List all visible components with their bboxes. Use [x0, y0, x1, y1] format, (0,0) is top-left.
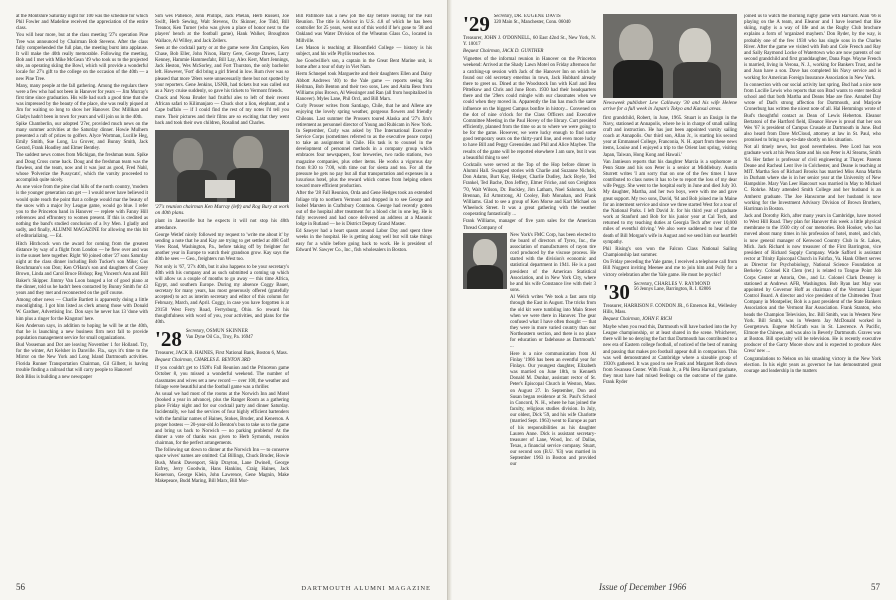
bequest-chairman-30: Bequest Chairman, JOHN F. RICH [603, 316, 672, 322]
gutter-shadow [449, 0, 452, 600]
secretary-name-29: DR. EUGENE DAVIS [514, 14, 561, 19]
page-number-left: 56 [16, 582, 25, 592]
column-paragraph: Joe Goodwillie's son, a captain in the Great Bent Marine unit, is home after a tour of duty in Viet Nam. [296, 59, 432, 71]
column-paragraph: New York's FMC Corp, has been elected to the board of directors of Tyrex, Inc., the association of manufacturers of rayon tire cord produced by the viscose process. He started with the division's economic and statistical department in 1941. He is a past president of the American Statistical Association, and in New York City, where he and his wife Constance live with their 3 sons. [510, 232, 596, 294]
column-paragraph: Many, many people at the fall gathering. Among the regulars there were a few who had not been in Hanover for years — Jim Murray's first time since graduation. His wife had such a good time that she was impressed by the beauty of the place, she was really piqued at Jim for waiting so long to show her Hanover. Doc Millikan and Gladys hadn't been in town for years and will join us in the 40th. [16, 83, 148, 120]
column-paragraph: Sim wes Patience, John Phillips, Jack Phelan, Herb Russell, Joe Swift, Herb Sewing, Walt Stevens, Ox Skinner, Joe Tidd, Bill Treanor, Ken Turner (who was given a place of honor next to the players' bench at the football game), Hank Walker, Broughton Wallace, Al Willey, and Jack Zellers. [155, 14, 289, 44]
column-paragraph: Bill Pafimore has a new job the day before leaving for the Fall Reunion. The title is Advisor in U.S. 4.8 of which he has been controller for 25 years, went out of this world if he's gone to '38 and Oakland was Water Division of the Wheaton Glass Co., located in Millville. [296, 14, 432, 44]
column-paragraph: first grandchild, Robert, in June, 1965. Stuart is an Ensign in the Navy, stationed at Annapolis, where he is in charge of small sailing craft and instruction. He has just been appointed varsity sailing coach at Annapolis. Our third son, Allan Jr., is starting his second year at Emmanuel College, Franconia, N. H. apart from these news items, Louise and I enjoyed a trip to the Orient last spring, visiting Japan, Taiwan, Hong Kong and Hawaii.' [603, 115, 737, 158]
column-paragraph: As usual we had most of the rooms at the Norwich Inn and Motel (booked a year in advance), plus the Ranger Room as a gathering place Friday night and for our cocktail party and dinner Saturday. Incidentally, we had the services of four highly efficient bartenders with the familiar names of Haines, Stokes, Bruder, and Kenerson. A proper hostess — 20-year-old Jo Benton's bus to take us to the game and bring us back to Norwich — no parking problems! At the dinner a vote of thanks was given to Herb Symonds, reunion chairman, for the perfect arrangements. [155, 391, 289, 447]
column-paragraph: On Friday preceding the Yale game, I received a telephone call from Bill Nuggent inviting Meenee and me to join him and Polly for a victory celebration after the Yale game. He must be psychic! [603, 260, 737, 278]
column-paragraph: In connection with our social activity last spring, Bud had a nice note from Lucille Lewis who reports that son Brad wants to enter medical school and that both Martha and Deans Mae are fine. Annabel Day wrote of Dad's strong affection for Dartmouth, and Marjorie Cronerburg has written the nicest note of all. Hal Hemmings wrote of Bud's thoughtful contact as Dean of Lewis Heberton. Eleanor Bertatoni of the Hartford field, Eleanor Howe is proud that her son Wes '67 is president of Campus Crusade at Dartmouth in June. Bud also heard from Dave McCloud, attorney at law in St. Paul, who promised to bring us up-to-date shortly on his situation. [744, 82, 881, 144]
class-29-header [463, 14, 596, 34]
photo-caption-27: '27's reunion chairman Ken Murray (left) and Rog Bury at work on 40th plans. [155, 203, 289, 217]
column-paragraph: Chuck and Nona Bruder had fruitful ales to left of their recent African safari to Kilimanjaro — Chuck shot a lion, elephant, and a Cape buffalo — if I could find the rest of my notes I'd tell you more. Their pictures and their films are so exciting that they went back and took their own children, Rosalind and Charles. [155, 96, 289, 126]
column-paragraph: Maybe when you read this, Dartmouth will have backed into the Ivy League championship, or at least shared in the scene. Whichever, there will be no denying the fact that Dartmouth has contributed to a new era of Eastern college football, of noticed of the best of running and passing that makes pro football appear dull in comparison. This was well demonstrated at Cambridge where a sizeable group of 1930's gathered. It was good to see Frank and Margaret Roth down from Swansea Center. With Frank Jr., a Phi Beta Harvard graduate, they must have had mixed feelings on the outcome of the game. Frank Ryder [603, 324, 737, 386]
column-paragraph: plant in Janesville but he expects it will not stop his 40th attendance. [155, 219, 289, 231]
secretary-title-30: Secretary, [633, 281, 653, 287]
column-paragraph: If you couldn't get to 1928's Fall Reunion and the Princeton game October 8, you missed a wonderful weekend. The number of classmates and wives set a new record — over 100, the weather and foliage were beautiful and the football game was a thriller. [155, 366, 289, 390]
secretary-address-29: 320 Main St., Manchester, Conn. 06040 [493, 19, 571, 25]
class-year-29: '29 [463, 14, 490, 36]
treasurer-28: Treasurer, JACK B. HAINES, First National Bank, Boston 6, Mass. [155, 351, 288, 357]
column-paragraph: Frank Williams, manager of five yarn sales for the American Thread Company of [463, 219, 596, 231]
bequest-chairman-28: Bequest Chairman, CHARLES E. BENTON 3RD [155, 358, 251, 364]
secretary-name-30: CHARLES V. RAYMOND [654, 281, 711, 287]
column-paragraph: Vignettes of the informal reunion in Hanover on the Princeton weekend: Arrived at the Shady Lawn Motel on Friday afternoon for a catching-up session with Jack of the Hanover Inn on which he found our old secretary emeritus in town, Jack Hubbard already there to greet us. Dined at the Woodstock Inn with Karl and Bea Pittelkow and Chris and June Born. 1930 had their headquarters there and the '29ers could mingle with our classmates when we could when they moved in. Apparently the Inn has much the same influence on the biggest Campus bonfire in history... Convened on the dot of nine o'clock for the Class Officers and Executive Committee Meeting in the Paul Hovey of the library. Curt presided efficiently, planned from the time so as to where we were going to be for the game. However, we were lucky enough to find some good temporary seats on the thirty-yard line, and even more lucky to have Bill and Peggy Greensides and Phil and Alice Maybee. The results of the game will be reported elsewhere I am sure, but it was a beautiful thing to see! [463, 57, 596, 161]
column-paragraph: Al Welch writes 'We took a fast auto trip through the East in August. The tricks from the old kit were tumbling into Main Street when we were there in Hanover. The gear confused what I have often thought — that they were in more varied country than our Northeastern section, and there is no place for education or fadehouse as Dartmouth.' ... [510, 295, 596, 350]
column-paragraph: After the '28 Fall Reunion, Orda and Gene Hedges took an extended foliage trip to northern Vermont and dropped in to see George and Isobel Marsten in Craftsbury Common. George had recently gotten out of the hospital after treatment for a blood clot in one leg. He is fully recovered and had once delivered an address at a Masonic lodge in Rutland — he is District Deputy Grand Master. [296, 191, 432, 228]
secretary-name-28: OSMUN SKINNER [206, 329, 249, 335]
callaway-photo [603, 14, 737, 98]
column-paragraph: Ed Sawyer had a heart spasm around Labor Day and spent three weeks in the hospital. He is getting along well but will take things easy for a while before going back to work. He is president of Edward W. Sawyer Co., Inc., fish wholesalers in Boston. [296, 229, 432, 253]
column-paragraph: Ken Anderson says, in addition to hoping he will be at the 40th, that he is launching a new business firm next fall to provide population management service for small organizations. [16, 323, 148, 341]
column-paragraph: Congratulations to Nelson on his smashing victory in the New York election. In his eight years as governor he has demonstrated great courage and leadership in the matters [744, 356, 881, 374]
left-column-3 [296, 14, 432, 570]
right-footer [871, 582, 880, 592]
column-paragraph: Cocktails were served at the Top of the Hop before dinner in Alumni Hall. Swapped stories with Charlie and Suzanne Nichols, Don Adams, Burt Kay, Hedger, Charlie Dudley, Jack Boyle, Ted Frankel, Ted Bache, Don Jeffery, Elmer Fricke, and son Creighton '70, Walt Wilson, Dr. Buckley, Jim Latham, Noel Salomon, Jack Brennan, Ed Armstrong, Al Cooley, Bob Monahan, and Frank Williams. Glad to see a group of Ken Morse and Karl Michael on Wheelock Street. It was a great gathering with the weather cooperating fantastically ... [463, 162, 596, 218]
column-paragraph: Hitch Hitchcock won the award for coming from the greatest distance by way of a flight from London — he flew over and was in the sunset here together. Right '60 joined other '27 sons Saturday night at the class dinner including Bob Tucker's son Mike; Gus Boschmann's son Don; Ken O'Hara's son and daughters of Cooey Brown, Linda and Carol Bruce Bishop; Reg Vincent's Ann and Bill Baker's Skipper. Jimmy Van Loon banged a lot of good piano at the dinner, told us he hadn't been contacted by Bunny Smith for 43 years and they met and reconnected on the golf course. [16, 241, 148, 296]
column-paragraph: Not all timely news, but good nevertheless. Pete Lord has won graduate work at his Penn State and his son Peter is Al Stearns, Smith '64. Her father is professor of civil engineering at Thayer. Parents Deane and Racheal Lent live in Colchester, and Deane is teaching at MIT. Martha Son of Richard Brooks has married Miss Anna Martin in Durham where she is in her senior year at the University of New Hampshire. Mary Van Leer Hancourt was married in May to Michael C. Rohrke. Mary attended Smith College and her husband is an Amherst graduate. The Joe Hanscome and her husband is now working for the Investment Advisory Division of Brown Brothers, Harriman in Boston. [744, 145, 881, 212]
left-column-2 [155, 14, 289, 570]
right-column-3 [744, 14, 881, 570]
reunion-photo-27 [155, 130, 289, 202]
right-column-1 [463, 14, 596, 570]
column-paragraph: As one voice from the pine clad hills of the north country, 'modern is the younger generation can get — I would never have believed it would quite reach the point that a college would mar the beauty of the snow with a major Ivy League game, would go blue. I refer you to the Princeton band in Hanover — replete with Fanny Hill references and effrontery to women present. If this is credited as nothing the band's studied conclusion of a Ivy Men. I gladly and sadly, and finally, ALUMNI MAGAZINE for allowing me this bit of editorializing. — Ed. [16, 185, 148, 240]
column-paragraph: Phil Rising's son won the Falcon Class National Sailing Championship last summer. [603, 246, 737, 259]
bequest-chairman-29: Bequest Chairman, JACK D. GUNTHER [463, 49, 544, 55]
photo-caption-29: Newsweek publisher Lew Callaway '30 and his wife Helene arrive for a full week in Japan's Tokyo and Kansai areas. [603, 100, 737, 113]
column-paragraph: Here is a nice communication from Al Finlay '1966 has been an eventful year for Finlays. Our youngest daughter, Elizabeth was married on June 18th, to Kenneth Donald M. Dunbar, assistant rector of St. Peter's Episcopal Church in Weston, Mass. on August 27. In September, Don and Susan began residence at St. Paul's School in Concord, N. H., where he has joined the faculty, religious studies division. In July, our oldest, Dick '59, and his wife Charlotte (married Sept. 1963) went to Europe as part of his responsibilities as his daughter Lauren Anne. Dick is assistant secretary-treasurer of Lane, Wood, Inc. of Dallas, Texas, a financial service company. Stuart, our second son (B.U. '63) was married in September 1963 in Boston and provided our [510, 351, 596, 468]
column-paragraph: at the Montshire Saturday night for 100 was the schedule for which Phil Fowler and Madeline received the appreciation of the entire class. [16, 14, 148, 32]
column-paragraph: Among other news — Charlie Bartlett is apparently doing a little moonlighting. I got him listed as clerk among those with Donald W. Gardner, Advertising Inc. Don says he never has 13 'done with him plus a ringer for the Kingston' here. [16, 298, 148, 322]
page-number-right: 57 [871, 582, 880, 592]
secretary-address-28: Van Dyne Oil Co., Troy, Pa. 16947 [185, 334, 253, 340]
treasurer-30: Treasurer, HARRISON F. CONDON JR., 6 Emerson Rd., Wellesley Hills, Mass. [603, 303, 737, 315]
issue-footer [599, 582, 686, 592]
class-year-30: '30 [603, 279, 630, 304]
papers-on-table [205, 180, 235, 198]
column-paragraph: George Wetlef nicely followed my request to 'write me about it' by sending a note that he and Kay are trying to get settled at 408 Golf View Road, Washington, Pa., before taking off by freighter for another year in Europe to watch their grandson grow. Kay says the 40th he sees — Geo., freighters run West too. [155, 232, 289, 263]
portrait-photo-williams [463, 233, 507, 289]
issue-date: Issue of December 1966 [599, 582, 687, 592]
left-footer [16, 582, 25, 592]
column-paragraph: Seen at the cocktail party or at the game were Jim Campion, Ken Chase, Bob Eller, John Nixon, Harry Gere, George Dawes, Larry Kenney, Hammie Hammesfahr, Bill Lay, Alex Kerr, Mort Jennings, Jack Heston, Wes McSorley, and Fort Thurston, the only bachelor left. However, 'Fort' did bring a girl friend in low. Rum river was so pleased that more '28ers were unnecessarily there but not spotted by your reporters. Gene Jenkins, USNR, had tickets but was called out as a Navy cruise suddenly, so gave his tickets to Vermont friends. [155, 45, 289, 94]
right-column-2 [603, 14, 737, 570]
magazine-title-footer [301, 583, 431, 592]
column-paragraph: Jack and Dorothy Rich, after many years in Cambridge, have moved to West Hill Road. They plan for Hanover this week a little physical membrane to the 1930 city of our memories. Bob Hooker, who has moved about many times in his profession of hotel, motel, and club, is now general manager of Kenwood Country Club in St. Lakes, Mich. Jack Richard is now treasurer of the First Barrington, vice president of Richard Supply Company. Wade Safford is assistant rector at Trinity Episcopal Church in Fairfax, Va. Hank Olbert serves as Director for Psychobiology, National Science Foundation at Berkeley. Colonel Kit Clem (ret.) is related to Tongue Point Job Corps Center at Astoria, Ore., and Lt. Colonel Clark Denney is stationed at Andrews AFB, Washington. Bob Ryan last May was appointed by Governor Hoff as chairman of the Vermont Liquor Control Board. A director and vice president of the Chittenden Trust Company in Montpelier, Bob is a past president of the State Bankers Association and the Vermont Bar Association. Frank Stanton, who heads the Champion Television, Inc. Bill Smith, was in Western New York. Bill Smith, was in Western Jay McDonald worked in Georgetown. Eugene McGrath was in St. Lawrence. A Pacific, Elmore the Chinese, and was also in Beverly Dartmouth. Graves was at Boston. Bill specialty will be television. He is recently executive producer of the Garry Moore show and is expected to produce Alex Cress' new ... [744, 214, 881, 355]
column-paragraph: The following sat down to dinner at the Norwich Inn — to conserve space wives' names are omitted: Cal Billings, Chuck Bruder, Howie Bush, Monk Davenport, Skip Drayton, Lane Dwinell, George Enfrey, Jerry Goodwin, Hans Hankins, Craig Haines, Jack Kenerson, George Klein, John Lawrence, Gene Magnin, Make Makepeace, Budd Maring, Bill Marx, Bill Mor- [155, 448, 289, 485]
secretary-address-30: 56 Jennys Lane, Barrington, R. I. 02806 [633, 287, 711, 293]
column-paragraph: Herm Schnepel took Marguerite and their daughters Ellen and Daisy Abbott Andrews '40) to the Yale game — reports seeing Stu Heilman, Bob Benton and their two sons, Lew and Anita Bess from Williams plus Brown, Al Wessinger and Ran (all from hospitalized in Hanover). Myles Lane, Phil Orcl, and Bill Marx. [296, 72, 432, 103]
column-paragraph: Les Mason is teaching at Bloomfield College — history is his subject, and his wife Phyllis teaches too. [296, 45, 432, 57]
secretary-title-29: Secretary, [493, 14, 513, 19]
class-30-header [603, 279, 737, 304]
column-paragraph: Not only is '67, '27's 40th, but it also happens to be your secretary's 40th with his company and as such submitted a coming up which will allow us a couple of months to go away — this time Africa, Egypt, and southern Europe. During my absence Coggy Bauer, secretary for many years, has most generously offered (gratefully accepted) to act as interim secretary and editor of this column for February, March, and April. Coggy, in case you have forgotten is at 29150 West Ferry Road, Ferrysburg, Ohio. So reward his thoughtfulness with word of you, your activities, and plans for the 40th. [155, 264, 289, 325]
column-paragraph: Bob Bliss is building a new newspaper [16, 374, 93, 380]
left-column-1 [16, 14, 148, 570]
right-page [448, 0, 896, 600]
magazine-name: DARTMOUTH ALUMNI MAGAZINE [301, 585, 431, 592]
treasurer-29: Treasurer, JOHN J. O'DONNELL, 60 East 42nd St., New York, N. Y. 10017 [463, 36, 596, 48]
class-year-28: '28 [155, 327, 182, 352]
column-paragraph: Curly Prosser writes from Santiago, Chile, that he and Allene are enjoying the lovely spring weather, gorgeous flowers and friendly Chileans. Last summer the Prossers toured Alaska and '27's Jim's retirement as personnel director of Young and Rubicam in New York. In September, Curly was asked by The International Executive Service Corps (sometimes referred to as the executive peace corps) to take an assignment in Chile. His task is to counsel in the development of personnel methods in a company group which embraces four newspapers, four breweries, two radio stations, two magazine companies, plus other items. He works a vigorous day from 8:30 to 7:00, with time out for siesta and tea. For all the pressure he gets no pay but all that transportation and expenses in a luxurious hotel, plus the reward which comes from helping others toward more efficient production. [296, 104, 432, 190]
class-28-header [155, 327, 289, 352]
column-paragraph: Spike Chamberlin, our adopted '27er, provided much news on the many summer activities at the Saturday dinner. Howie Mulhern presented a raft of prizes to golfers. Alyce Wortman, Lucille Heg, Emily Smith, Sue Long, Lu Grover, and Bunny Smith, Jack Gerard, Frank Hoadley and Elmer Bentley. [16, 121, 148, 152]
secretary-title-28: Secretary, [185, 329, 205, 335]
column-paragraph: Van Jamieson reports that his daughter Marcia is a sophomore at Penn State and his son Peter is a senior at Middlebury. Austin Sturrett writes 'I am sorry that on one of the few times I have contributed to class notes it has to be to report the loss of my dear wife Peggy. She went to the hospital early in June and died July 30. My daughter, Martha, and her two boys, were with me and gave great support. My two sons, David, '64 and Bob joined me in Maine for an interment service and since we three started West for a tour of the National Parks. I left David Jr. for his third year of graduate work at Stanford and Bob for his junior year at Cal Tech, and returned to my teaching duties at Georgia Tech after over 10,000 miles of eventful driving.' We also were saddened to hear of the death of Bill Morgan's wife in August and we send him our heartfelt sympathy. [603, 159, 737, 245]
column-paragraph: Bud Vosseman and Dot are leaving November 1 for Holland. Try, for the winter, Art Kelsher in Danville. Fla., says it's time to the Mirror on the New York and Long Island Dartmouth activities. Florida Runner Transportation Chairman, Gil Gilbert, is having trouble finding a railroad that will carry people to Hanover! [16, 343, 148, 373]
column-paragraph: joined us to watch the morning rugby game with Harvard. Alan '66 is playing on the A team, and Eleanor and I have learned that like skiing, rugby is a way of life and as the Rugby Club brochure explains a form of 'organized mayhem.' Don Ryder, by the way, is probably one of the few 1930 who has single sons in the Charles River. After the game we visited with Bob and Cole French and Ray and Sally Raymond Locke of Watertown who are now parents of our second grandchild and first granddaughter, Dana Page. Wayne French is married, living in Verona, N. J., working for Bankers Trust, and he and Joan have a son. Dave has completed his Navy service and is working for American Foreign Insurance Association in New York. [744, 14, 881, 81]
column-paragraph: The saddest news comes from Michigan, the freshman team. Spike and Doug Cross come back. Doug and the freshman team was the flawless, and the team, now and it was just as good, Fred Nahl, whose 'Polverize the Pussycats', which the varsity proceeded to accomplish quite nicely. [16, 153, 148, 184]
column-paragraph: You will hear more, but at the class meeting '27's operation Pine Tree was announced by Chairman Bob Stevens. After the class fully comprehended the full plan, the meeting burst into applause. It will make the 40th really memorable. Following the meeting, Bob and I met with Mike McGean '49 who took us to the projected site, an operating skiing the Bowl, which will provide a wonderful locale for 27's gift to the college on the occasion of the 40th — a new Pine Tree. [16, 33, 148, 82]
